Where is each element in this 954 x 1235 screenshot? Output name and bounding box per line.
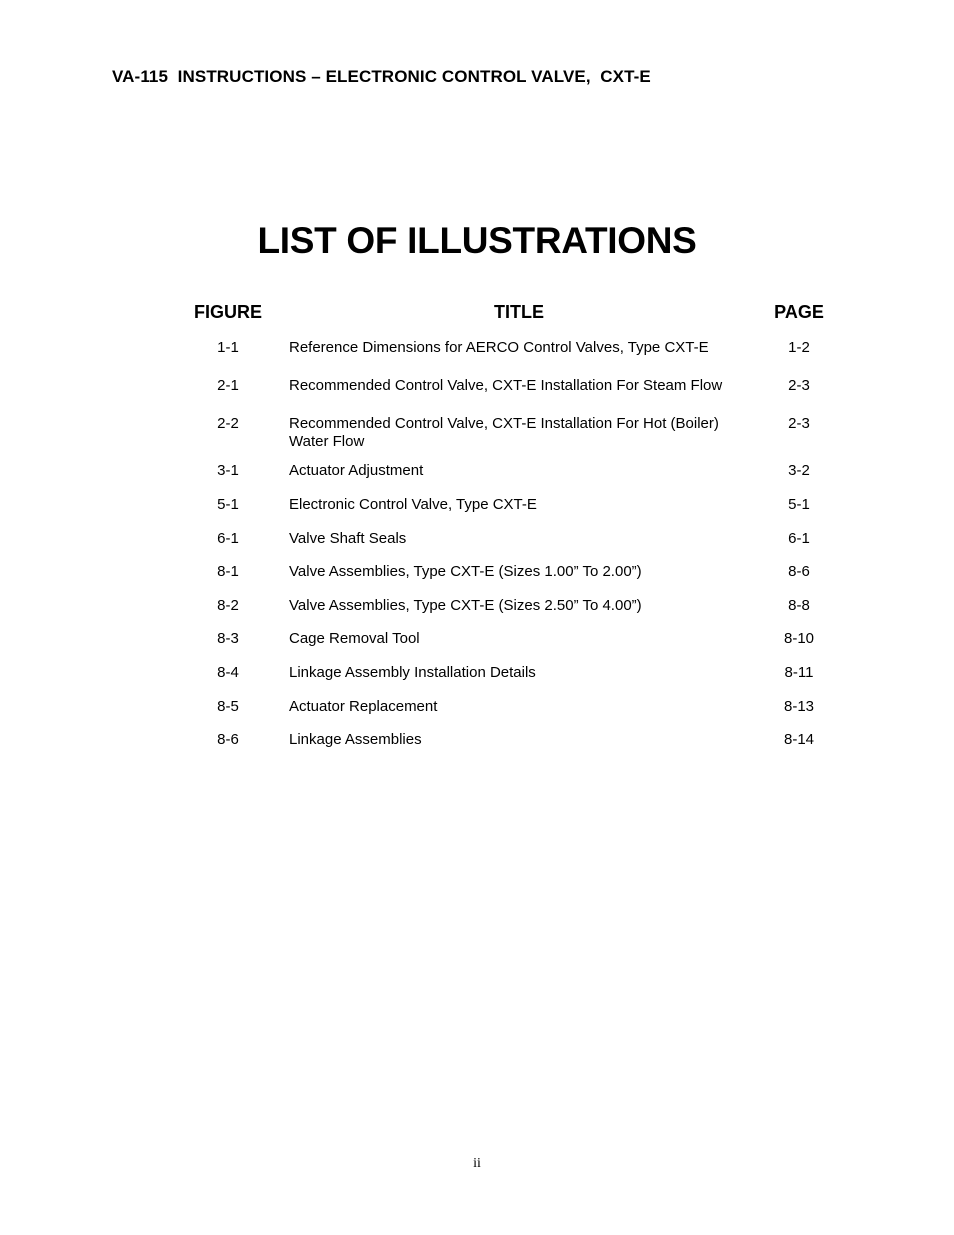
page-number: 8-14 [783, 731, 815, 748]
figure-number: 6-1 [217, 530, 239, 547]
figure-number: 5-1 [217, 496, 239, 513]
figure-title: Reference Dimensions for AERCO Control Valves, Type CXT-E [289, 339, 709, 356]
figure-title: Recommended Control Valve, CXT-E Installation For Steam Flow [289, 377, 723, 394]
page-number: 8-11 [784, 664, 814, 681]
page-number: 8-10 [783, 630, 815, 647]
page-number: 8-6 [788, 563, 810, 580]
figure-number: 8-4 [217, 664, 239, 681]
column-header-page: PAGE [774, 302, 824, 322]
figure-title: Cage Removal Tool [289, 630, 420, 647]
figure-title: Valve Shaft Seals [289, 530, 407, 547]
figure-number: 8-6 [217, 731, 239, 748]
page-number: 6-1 [788, 530, 810, 547]
figure-title: Actuator Replacement [289, 698, 438, 715]
page-number: 1-2 [788, 339, 810, 356]
page-number: 3-2 [788, 462, 810, 479]
figure-number: 8-1 [217, 563, 239, 580]
figure-number: 2-2 [217, 415, 239, 432]
page-number: 8-8 [788, 597, 810, 614]
page-number: 8-13 [783, 698, 815, 715]
figure-number: 8-2 [217, 597, 239, 614]
document-header: VA-115 INSTRUCTIONS – ELECTRONIC CONTROL VALVE, CXT-E [112, 67, 651, 86]
footer-page-number: ii [473, 1156, 481, 1171]
page-number: 5-1 [788, 496, 810, 513]
figure-number: 8-3 [217, 630, 239, 647]
figure-number: 2-1 [217, 377, 239, 394]
figure-title: Valve Assemblies, Type CXT-E (Sizes 2.50” To 4.00”) [289, 597, 642, 614]
figure-title: Linkage Assembly Installation Details [289, 664, 536, 681]
page-number: 2-3 [788, 415, 810, 432]
page-title: LIST OF ILLUSTRATIONS [257, 220, 697, 261]
figure-title: Recommended Control Valve, CXT-E Installation For Hot (Boiler) Water Flow [289, 415, 719, 450]
figure-number: 8-5 [217, 698, 239, 715]
figure-title: Actuator Adjustment [289, 462, 424, 479]
figure-number: 3-1 [217, 462, 239, 479]
figure-title: Linkage Assemblies [289, 731, 422, 748]
figure-title: Valve Assemblies, Type CXT-E (Sizes 1.00” To 2.00”) [289, 563, 642, 580]
page-number: 2-3 [788, 377, 810, 394]
figure-title: Electronic Control Valve, Type CXT-E [289, 496, 537, 513]
column-header-figure: FIGURE [193, 302, 262, 322]
figure-number: 1-1 [217, 339, 239, 356]
column-header-title: TITLE [494, 302, 544, 322]
